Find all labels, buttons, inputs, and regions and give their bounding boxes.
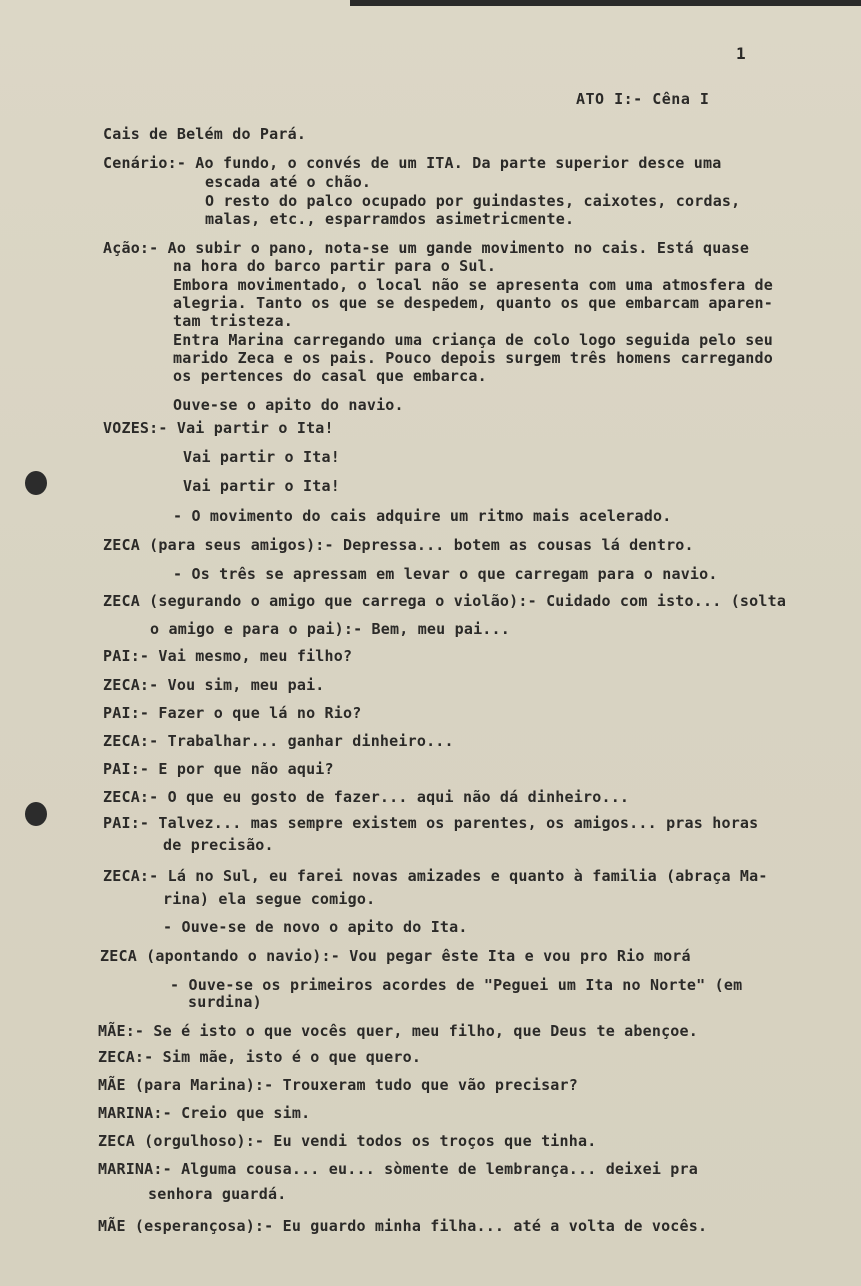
script-line: ZECA:- Sim mãe, isto é o que quero. bbox=[98, 1048, 422, 1066]
script-line: alegria. Tanto os que se despedem, quanto os que embarcam aparen- bbox=[173, 294, 773, 312]
scan-edge-shadow bbox=[350, 0, 861, 6]
script-line: marido Zeca e os pais. Pouco depois surgem três homens carregando bbox=[173, 349, 773, 367]
script-line: os pertences do casal que embarca. bbox=[173, 367, 487, 385]
script-line: ZECA:- Trabalhar... ganhar dinheiro... bbox=[103, 732, 454, 750]
script-line: Cenário:- Ao fundo, o convés de um ITA. Da parte superior desce uma bbox=[103, 154, 722, 172]
script-line: surdina) bbox=[188, 993, 262, 1011]
script-line: MARINA:- Alguma cousa... eu... sòmente de lembrança... deixei pra bbox=[98, 1160, 698, 1178]
script-line: escada até o chão. bbox=[205, 173, 372, 191]
script-line: MÃE (esperançosa):- Eu guardo minha filha... até a volta de vocês. bbox=[98, 1217, 708, 1235]
script-line: Ouve-se o apito do navio. bbox=[173, 396, 404, 414]
script-line: - O movimento do cais adquire um ritmo mais acelerado. bbox=[173, 507, 672, 525]
script-line: PAI:- Talvez... mas sempre existem os parentes, os amigos... pras horas bbox=[103, 814, 759, 832]
script-line: tam tristeza. bbox=[173, 312, 293, 330]
script-line: - Ouve-se de novo o apito do Ita. bbox=[163, 918, 468, 936]
script-line: ZECA:- Vou sim, meu pai. bbox=[103, 676, 325, 694]
page-number: 1 bbox=[736, 44, 746, 63]
script-line: ZECA:- Lá no Sul, eu farei novas amizades e quanto à familia (abraça Ma- bbox=[103, 867, 768, 885]
script-line: O resto do palco ocupado por guindastes, caixotes, cordas, bbox=[205, 192, 741, 210]
script-line: MARINA:- Creio que sim. bbox=[98, 1104, 311, 1122]
script-line: VOZES:- Vai partir o Ita! bbox=[103, 419, 334, 437]
script-line: senhora guardá. bbox=[148, 1185, 287, 1203]
script-line: ZECA (para seus amigos):- Depressa... botem as cousas lá dentro. bbox=[103, 536, 694, 554]
script-line: ZECA (apontando o navio):- Vou pegar êste Ita e vou pro Rio morá bbox=[100, 947, 691, 965]
script-line: ZECA (segurando o amigo que carrega o violão):- Cuidado com isto... (solta bbox=[103, 592, 787, 610]
script-line: Embora movimentado, o local não se apresenta com uma atmosfera de bbox=[173, 276, 773, 294]
script-line: na hora do barco partir para o Sul. bbox=[173, 257, 497, 275]
script-line: - Os três se apressam em levar o que carregam para o navio. bbox=[173, 565, 718, 583]
script-line: o amigo e para o pai):- Bem, meu pai... bbox=[150, 620, 510, 638]
script-line: malas, etc., esparramdos asimetricmente. bbox=[205, 210, 575, 228]
script-line: PAI:- Fazer o que lá no Rio? bbox=[103, 704, 362, 722]
script-line: rina) ela segue comigo. bbox=[163, 890, 376, 908]
script-line: MÃE (para Marina):- Trouxeram tudo que vão precisar? bbox=[98, 1076, 578, 1094]
script-line: Ação:- Ao subir o pano, nota-se um gande movimento no cais. Está quase bbox=[103, 239, 750, 257]
script-line: ZECA:- O que eu gosto de fazer... aqui não dá dinheiro... bbox=[103, 788, 630, 806]
script-line: ZECA (orgulhoso):- Eu vendi todos os troços que tinha. bbox=[98, 1132, 597, 1150]
punch-hole-top bbox=[25, 471, 47, 495]
script-line: Cais de Belém do Pará. bbox=[103, 125, 307, 143]
script-line: PAI:- E por que não aqui? bbox=[103, 760, 334, 778]
script-line: Vai partir o Ita! bbox=[183, 448, 340, 466]
script-line: de precisão. bbox=[163, 836, 274, 854]
script-line: MÃE:- Se é isto o que vocês quer, meu filho, que Deus te abençoe. bbox=[98, 1022, 698, 1040]
script-line: PAI:- Vai mesmo, meu filho? bbox=[103, 647, 353, 665]
script-line: Entra Marina carregando uma criança de colo logo seguida pelo seu bbox=[173, 331, 773, 349]
punch-hole-bottom bbox=[25, 802, 47, 826]
script-line: Vai partir o Ita! bbox=[183, 477, 340, 495]
act-scene-heading: ATO I:- Cêna I bbox=[576, 90, 710, 108]
script-line: - Ouve-se os primeiros acordes de "Peguei um Ita no Norte" (em bbox=[170, 976, 743, 994]
